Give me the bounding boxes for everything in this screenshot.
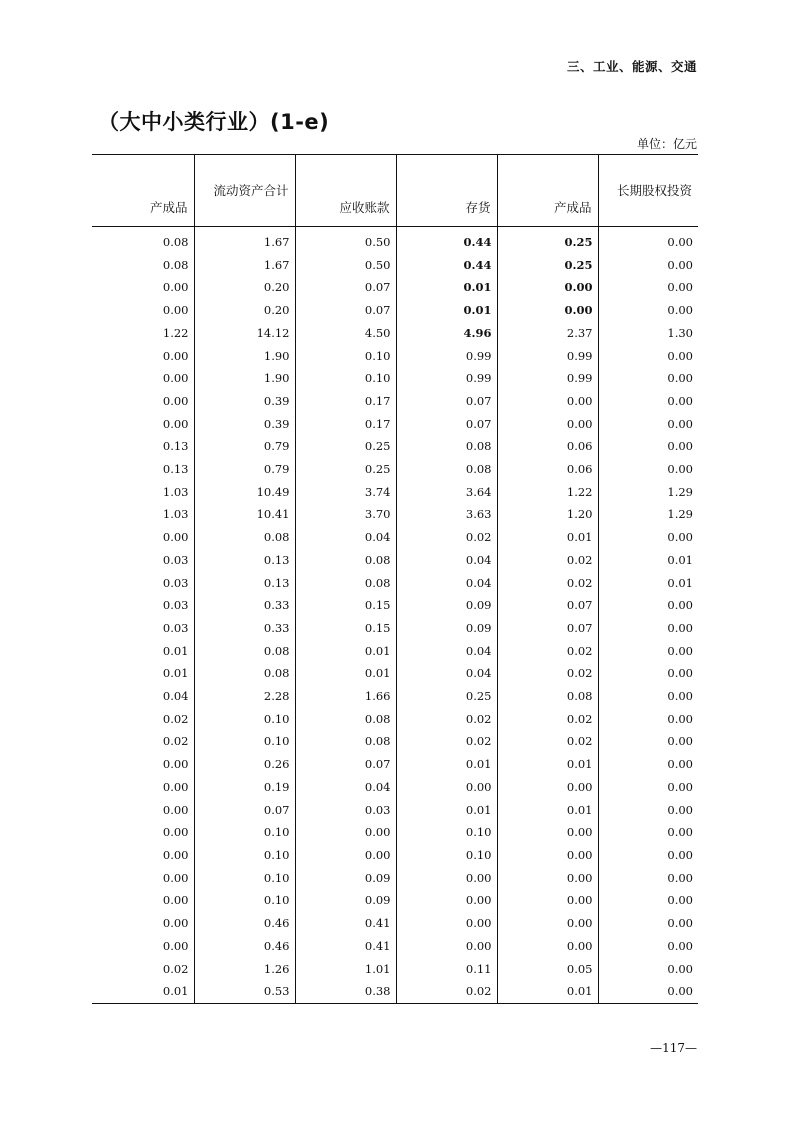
table-cell: 0.00 (295, 844, 396, 867)
table-cell: 0.00 (162, 870, 189, 885)
table-cell: 0.00 (162, 393, 189, 408)
table-cell: 0.04 (162, 689, 189, 704)
table-cell: 0.00 (497, 867, 598, 890)
table-row (92, 799, 698, 822)
table-cell: 0.00 (162, 916, 189, 931)
table-cell: 0.17 (295, 413, 396, 436)
table-cell: 0.01 (598, 549, 698, 572)
table-cell: 0.00 (598, 730, 698, 753)
table-cell: 0.10 (194, 867, 295, 890)
col-header: 流动资产合计 (194, 155, 295, 227)
table-cell: 0.07 (396, 390, 497, 413)
table-cell: 0.13 (162, 462, 189, 477)
table-cell: 0.02 (396, 526, 497, 549)
table-cell: 1.03 (162, 507, 189, 522)
table-cell: 14.12 (194, 322, 295, 345)
table-cell: 1.90 (194, 345, 295, 368)
table-cell: 0.02 (497, 708, 598, 731)
table-body (92, 227, 698, 1004)
table-cell: 0.00 (162, 280, 189, 295)
table-cell: 0.10 (194, 730, 295, 753)
table-cell: 0.00 (598, 662, 698, 685)
table-cell: 0.02 (396, 980, 497, 1003)
table-cell: 0.01 (497, 753, 598, 776)
table-cell: 0.00 (497, 935, 598, 958)
table-cell: 0.00 (396, 867, 497, 890)
table-cell: 10.49 (194, 481, 295, 504)
table-cell: 0.09 (396, 617, 497, 640)
col-header: 存货 (396, 155, 497, 227)
table-row (92, 481, 698, 504)
table-cell: 4.96 (396, 322, 497, 345)
table-cell: 3.63 (396, 503, 497, 526)
table-cell: 1.22 (497, 481, 598, 504)
table-cell: 0.00 (598, 821, 698, 844)
table-cell: 0.00 (162, 825, 189, 840)
table-cell: 0.04 (396, 549, 497, 572)
table-cell: 1.66 (295, 685, 396, 708)
table-row (92, 958, 698, 981)
table-row (92, 662, 698, 685)
col-header: 应收账款 (295, 155, 396, 227)
table-cell: 0.00 (497, 912, 598, 935)
table-cell: 0.00 (295, 821, 396, 844)
table-cell: 0.04 (396, 640, 497, 663)
table-cell: 0.00 (162, 802, 189, 817)
table-cell: 0.00 (162, 303, 189, 318)
table-cell: 0.02 (497, 549, 598, 572)
table-row (92, 254, 698, 277)
page-number: —117— (650, 1041, 697, 1055)
table-cell: 0.08 (194, 526, 295, 549)
table-row (92, 685, 698, 708)
table-cell: 0.46 (194, 935, 295, 958)
table-cell: 0.00 (598, 526, 698, 549)
table-cell: 0.00 (497, 276, 598, 299)
table-cell: 0.46 (194, 912, 295, 935)
table-cell: 1.20 (497, 503, 598, 526)
table-cell: 3.64 (396, 481, 497, 504)
section-header: 三、工业、能源、交通 (566, 59, 697, 74)
table-cell: 0.02 (162, 961, 189, 976)
table-cell: 0.19 (194, 776, 295, 799)
table-cell: 0.04 (295, 776, 396, 799)
table-cell: 0.06 (497, 458, 598, 481)
table-row (92, 458, 698, 481)
table-cell: 0.01 (162, 666, 189, 681)
table-cell: 0.10 (295, 367, 396, 390)
table-cell: 0.00 (598, 299, 698, 322)
table-cell: 0.00 (162, 416, 189, 431)
table-row (92, 435, 698, 458)
table-cell: 0.10 (194, 821, 295, 844)
table-cell: 0.01 (396, 799, 497, 822)
table-cell: 0.08 (295, 730, 396, 753)
table-cell: 0.07 (497, 617, 598, 640)
table-cell: 0.99 (396, 345, 497, 368)
table-cell: 0.00 (598, 958, 698, 981)
table-cell: 0.00 (598, 435, 698, 458)
table-cell: 1.01 (295, 958, 396, 981)
table-cell: 0.00 (162, 779, 189, 794)
table-row (92, 980, 698, 1003)
table-cell: 0.01 (295, 640, 396, 663)
table-cell: 0.13 (194, 572, 295, 595)
table-cell: 0.07 (194, 799, 295, 822)
table-cell: 0.03 (162, 575, 189, 590)
table-cell: 0.01 (396, 276, 497, 299)
table-row (92, 345, 698, 368)
table-cell: 0.15 (295, 594, 396, 617)
table-cell: 0.25 (295, 458, 396, 481)
table-cell: 0.07 (396, 413, 497, 436)
table-cell: 0.02 (396, 708, 497, 731)
table-cell: 0.25 (497, 231, 598, 254)
table-cell: 0.00 (598, 413, 698, 436)
table-cell: 0.10 (194, 708, 295, 731)
table-cell: 0.53 (194, 980, 295, 1003)
table-cell: 0.00 (598, 231, 698, 254)
table-cell: 0.07 (497, 594, 598, 617)
table-cell: 0.00 (396, 912, 497, 935)
table-cell: 0.01 (497, 980, 598, 1003)
table-cell: 0.02 (162, 711, 189, 726)
table-cell: 0.01 (295, 662, 396, 685)
page-title: （大中小类行业）(1-e) (98, 110, 330, 134)
table-cell: 0.00 (598, 889, 698, 912)
table-cell: 0.25 (396, 685, 497, 708)
table-cell: 0.00 (598, 685, 698, 708)
table-cell: 0.33 (194, 594, 295, 617)
table-cell: 0.02 (497, 730, 598, 753)
table-cell: 0.00 (598, 935, 698, 958)
table-row (92, 889, 698, 912)
table-row (92, 867, 698, 890)
table-cell: 0.01 (497, 799, 598, 822)
table-cell: 0.00 (497, 889, 598, 912)
table-cell: 0.04 (396, 572, 497, 595)
table-cell: 0.10 (194, 844, 295, 867)
table-cell: 0.04 (295, 526, 396, 549)
table-cell: 0.08 (396, 458, 497, 481)
table-row (92, 821, 698, 844)
table-cell: 0.13 (194, 549, 295, 572)
table-row (92, 935, 698, 958)
table-cell: 0.00 (396, 776, 497, 799)
table-cell: 0.39 (194, 413, 295, 436)
table-cell: 0.06 (497, 435, 598, 458)
table-cell: 0.00 (598, 345, 698, 368)
table-cell: 0.00 (598, 912, 698, 935)
table-cell: 0.11 (396, 958, 497, 981)
table-row (92, 730, 698, 753)
table-cell: 0.25 (497, 254, 598, 277)
table-cell: 0.08 (295, 708, 396, 731)
table-row (92, 231, 698, 254)
table-cell: 0.00 (162, 893, 189, 908)
col-header: 产成品 (497, 155, 598, 227)
table-cell: 0.08 (162, 257, 189, 272)
table-cell: 0.00 (598, 753, 698, 776)
table-row (92, 390, 698, 413)
table-cell: 0.00 (598, 254, 698, 277)
table-cell: 0.00 (497, 776, 598, 799)
table-row (92, 276, 698, 299)
table-cell: 0.02 (162, 734, 189, 749)
table-cell: 0.50 (295, 231, 396, 254)
table-row (92, 367, 698, 390)
table-cell: 0.10 (194, 889, 295, 912)
table-cell: 0.38 (295, 980, 396, 1003)
table-cell: 0.33 (194, 617, 295, 640)
table-cell: 1.30 (598, 322, 698, 345)
table-cell: 0.08 (295, 572, 396, 595)
table-cell: 0.01 (396, 299, 497, 322)
table-cell: 0.00 (598, 594, 698, 617)
table-cell: 0.13 (162, 439, 189, 454)
table-cell: 0.00 (162, 530, 189, 545)
table-cell: 0.17 (295, 390, 396, 413)
table-cell: 0.08 (396, 435, 497, 458)
table-cell: 0.99 (497, 367, 598, 390)
table-cell: 0.00 (598, 867, 698, 890)
table-row (92, 753, 698, 776)
table-cell: 0.00 (162, 757, 189, 772)
table-cell: 1.90 (194, 367, 295, 390)
table-cell: 0.00 (396, 935, 497, 958)
table-cell: 0.00 (598, 617, 698, 640)
table-cell: 0.08 (194, 662, 295, 685)
table-cell: 0.09 (295, 889, 396, 912)
table-cell: 0.01 (598, 572, 698, 595)
table-cell: 0.00 (162, 847, 189, 862)
table-cell: 1.26 (194, 958, 295, 981)
table-cell: 0.07 (295, 276, 396, 299)
table-cell: 0.00 (598, 276, 698, 299)
table-cell: 0.02 (396, 730, 497, 753)
table-cell: 0.00 (598, 844, 698, 867)
table-cell: 0.00 (162, 348, 189, 363)
table-row (92, 526, 698, 549)
table-cell: 0.03 (295, 799, 396, 822)
table-cell: 0.02 (497, 662, 598, 685)
table-row (92, 617, 698, 640)
table-cell: 0.00 (598, 708, 698, 731)
table-cell: 0.00 (598, 390, 698, 413)
table-cell: 10.41 (194, 503, 295, 526)
table-cell: 0.26 (194, 753, 295, 776)
table-cell: 0.00 (598, 980, 698, 1003)
table-cell: 0.08 (497, 685, 598, 708)
table-cell: 0.00 (497, 299, 598, 322)
table-cell: 0.00 (497, 413, 598, 436)
table-row (92, 844, 698, 867)
table-cell: 0.50 (295, 254, 396, 277)
table-cell: 0.79 (194, 435, 295, 458)
table-cell: 0.00 (598, 640, 698, 663)
table-cell: 0.05 (497, 958, 598, 981)
table-cell: 2.37 (497, 322, 598, 345)
table-cell: 0.10 (295, 345, 396, 368)
table-row (92, 549, 698, 572)
table-cell: 3.70 (295, 503, 396, 526)
table-cell: 4.50 (295, 322, 396, 345)
table-cell: 0.25 (295, 435, 396, 458)
table-cell: 0.03 (162, 552, 189, 567)
table-cell: 0.00 (497, 821, 598, 844)
table-row (92, 708, 698, 731)
table-cell: 0.44 (396, 254, 497, 277)
table-cell: 0.00 (162, 371, 189, 386)
table-cell: 0.07 (295, 299, 396, 322)
table-cell: 0.01 (162, 643, 189, 658)
table-cell: 0.03 (162, 598, 189, 613)
table-row (92, 776, 698, 799)
table-cell: 0.02 (497, 640, 598, 663)
table-cell: 3.74 (295, 481, 396, 504)
col-header: 长期股权投资 (598, 155, 698, 227)
table-cell: 0.08 (194, 640, 295, 663)
table-cell: 2.28 (194, 685, 295, 708)
table-cell: 0.00 (396, 889, 497, 912)
table-row (92, 322, 698, 345)
table-cell: 0.04 (396, 662, 497, 685)
table-cell: 0.08 (295, 549, 396, 572)
table-cell: 0.00 (497, 390, 598, 413)
table-cell: 0.39 (194, 390, 295, 413)
table-row (92, 413, 698, 436)
table-cell: 0.00 (598, 458, 698, 481)
table-cell: 1.22 (162, 325, 189, 340)
table-cell: 0.00 (598, 367, 698, 390)
table-cell: 0.44 (396, 231, 497, 254)
unit-label: 单位：亿元 (636, 137, 697, 151)
table-row (92, 594, 698, 617)
table-cell: 1.67 (194, 231, 295, 254)
table-cell: 0.00 (162, 938, 189, 953)
table-cell: 0.00 (598, 799, 698, 822)
table-row (92, 912, 698, 935)
table-cell: 0.20 (194, 299, 295, 322)
table-cell: 0.20 (194, 276, 295, 299)
table-cell: 0.10 (396, 821, 497, 844)
table-cell: 0.02 (497, 572, 598, 595)
col-header: 产成品 (92, 155, 194, 227)
table-cell: 0.99 (396, 367, 497, 390)
table-row (92, 640, 698, 663)
table-cell: 1.29 (598, 481, 698, 504)
table-cell: 0.79 (194, 458, 295, 481)
table-cell: 0.15 (295, 617, 396, 640)
table-cell: 0.41 (295, 935, 396, 958)
table-cell: 1.29 (598, 503, 698, 526)
table-row (92, 299, 698, 322)
table-cell: 0.08 (162, 235, 189, 249)
table-cell: 0.41 (295, 912, 396, 935)
table-row (92, 503, 698, 526)
table-cell: 0.07 (295, 753, 396, 776)
table-cell: 0.01 (92, 980, 194, 1003)
table-cell: 0.09 (295, 867, 396, 890)
table-header-row (92, 155, 698, 227)
table-cell: 0.00 (598, 776, 698, 799)
table-cell: 0.03 (162, 620, 189, 635)
table-row (92, 572, 698, 595)
table-cell: 1.03 (162, 484, 189, 499)
table-cell: 1.67 (194, 254, 295, 277)
table-cell: 0.01 (396, 753, 497, 776)
table-cell: 0.01 (497, 526, 598, 549)
data-table (92, 154, 698, 1004)
table-cell: 0.00 (497, 844, 598, 867)
table-cell: 0.09 (396, 594, 497, 617)
table-cell: 0.99 (497, 345, 598, 368)
table-cell: 0.10 (396, 844, 497, 867)
